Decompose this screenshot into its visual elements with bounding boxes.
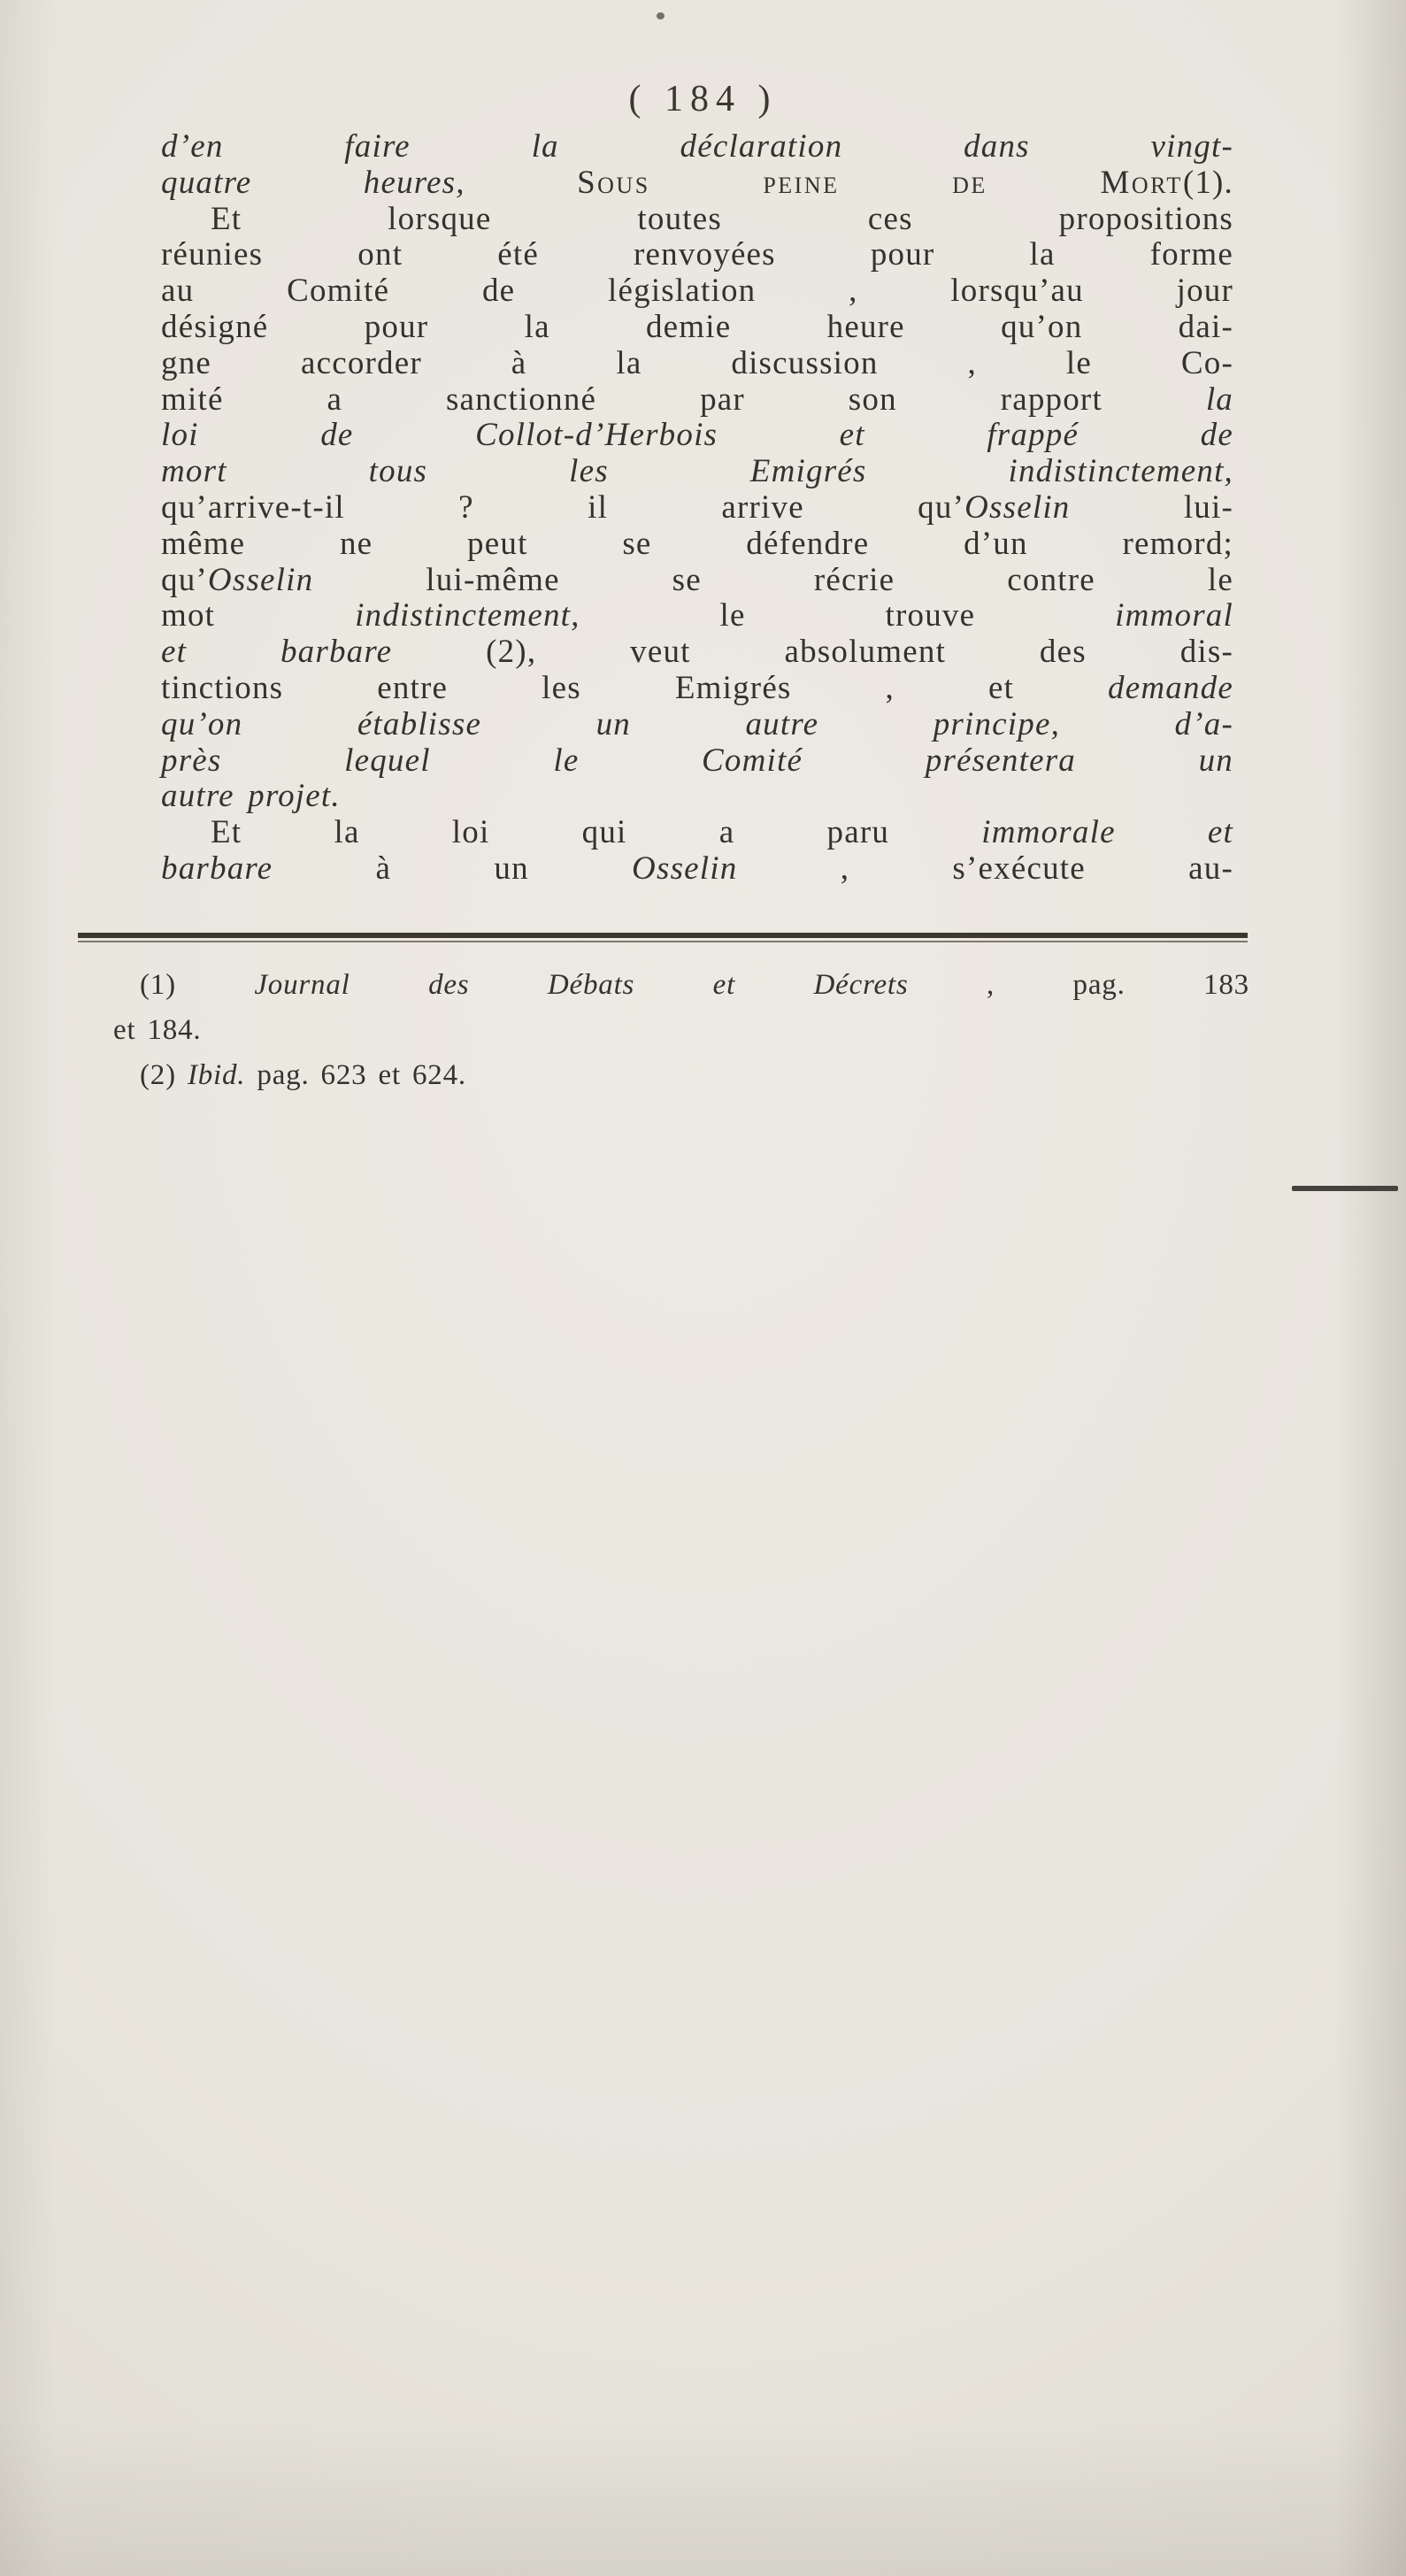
footnote-line <box>113 1008 1249 1053</box>
text-segment: désigné pour la demie heure qu’on dai- <box>161 308 1233 345</box>
body-line <box>161 851 1233 888</box>
body-line <box>161 634 1233 671</box>
text-segment: Sous peine de Mort <box>577 164 1183 201</box>
text-segment: le trouve <box>580 597 1116 634</box>
footnote-separator <box>78 933 1248 942</box>
text-segment: Et lorsque toutes ces propositions <box>211 200 1233 237</box>
text-segment: barbare <box>161 850 273 887</box>
page-number: ( 184 ) <box>628 79 778 119</box>
text-segment: d’en faire la déclaration dans vingt- <box>161 128 1233 165</box>
footnote-line <box>113 1053 1249 1098</box>
text-segment: réunies ont été renvoyées pour la forme <box>161 236 1233 273</box>
text-segment: qu’arrive-t-il ? il arrive qu’ <box>161 488 965 526</box>
body-line <box>161 310 1233 346</box>
text-segment: Ibid. <box>187 1059 246 1091</box>
text-segment: , pag. 183 <box>908 969 1249 1001</box>
body-line <box>161 490 1233 527</box>
text-segment: (1). <box>1182 164 1234 201</box>
text-segment: près lequel le Comité présentera un <box>161 742 1233 779</box>
text-segment: tinctions entre les Emigrés , et <box>161 669 1109 706</box>
text-segment: mité a sanctionné par son rapport <box>161 381 1206 418</box>
body-line <box>161 418 1233 454</box>
text-segment: (2) <box>140 1059 188 1091</box>
body-line <box>161 346 1233 382</box>
text-segment: mort tous les Emigrés indistinctement, <box>161 453 1233 490</box>
text-segment: indistinctement, <box>355 597 580 634</box>
text-segment: même ne peut se défendre d’un remord; <box>161 525 1233 562</box>
text-segment: à un <box>273 850 633 887</box>
text-segment: , s’exécute au- <box>737 850 1234 887</box>
text-segment: gne accorder à la discussion , le Co- <box>161 344 1233 381</box>
text-segment: mot <box>161 597 356 634</box>
text-segment: la <box>1205 381 1233 418</box>
text-segment: immorale et <box>981 814 1233 851</box>
body-line <box>161 743 1233 780</box>
text-segment: lui-même se récrie contre le <box>313 561 1233 598</box>
text-segment: autre projet. <box>161 778 341 815</box>
text-segment: et 184. <box>113 1014 202 1046</box>
text-segment: Et la loi qui a paru <box>211 814 982 851</box>
footnote-line <box>113 963 1249 1008</box>
text-segment: loi de Collot-d’Herbois et frappé de <box>161 417 1233 454</box>
body-line <box>161 382 1233 419</box>
text-segment: demande <box>1108 669 1233 706</box>
body-line <box>161 779 1233 815</box>
body-line <box>161 129 1233 165</box>
body-line <box>161 165 1233 202</box>
text-segment: au Comité de législation , lorsqu’au jour <box>161 273 1233 310</box>
text-segment: immoral <box>1115 597 1233 634</box>
text-segment: (2), veut absolument des dis- <box>392 634 1233 671</box>
text-segment: et barbare <box>161 634 393 671</box>
text-segment: (1) <box>140 969 255 1001</box>
text-segment: lui- <box>1070 488 1233 526</box>
text-segment: Journal des Débats et Décrets <box>254 969 909 1001</box>
text-segment: Osselin <box>964 488 1071 526</box>
body-line <box>161 671 1233 707</box>
body-text <box>161 129 1233 888</box>
body-line <box>161 527 1233 563</box>
text-segment: pag. 623 et 624. <box>245 1059 466 1091</box>
text-segment: Osselin <box>207 561 314 598</box>
footnotes <box>113 963 1249 1098</box>
body-line <box>161 273 1233 310</box>
scan-speck <box>657 12 665 19</box>
text-segment: quatre heures, <box>161 164 578 201</box>
body-line <box>161 707 1233 743</box>
body-line <box>161 563 1233 599</box>
body-line <box>161 815 1233 851</box>
body-line <box>161 237 1233 273</box>
body-line <box>161 454 1233 490</box>
text-segment: qu’on établisse un autre principe, d’a- <box>161 705 1233 742</box>
text-segment: qu’ <box>161 561 208 598</box>
body-line <box>161 202 1233 238</box>
margin-dash <box>1292 1186 1398 1191</box>
body-line <box>161 598 1233 634</box>
text-segment: Osselin <box>632 850 738 887</box>
